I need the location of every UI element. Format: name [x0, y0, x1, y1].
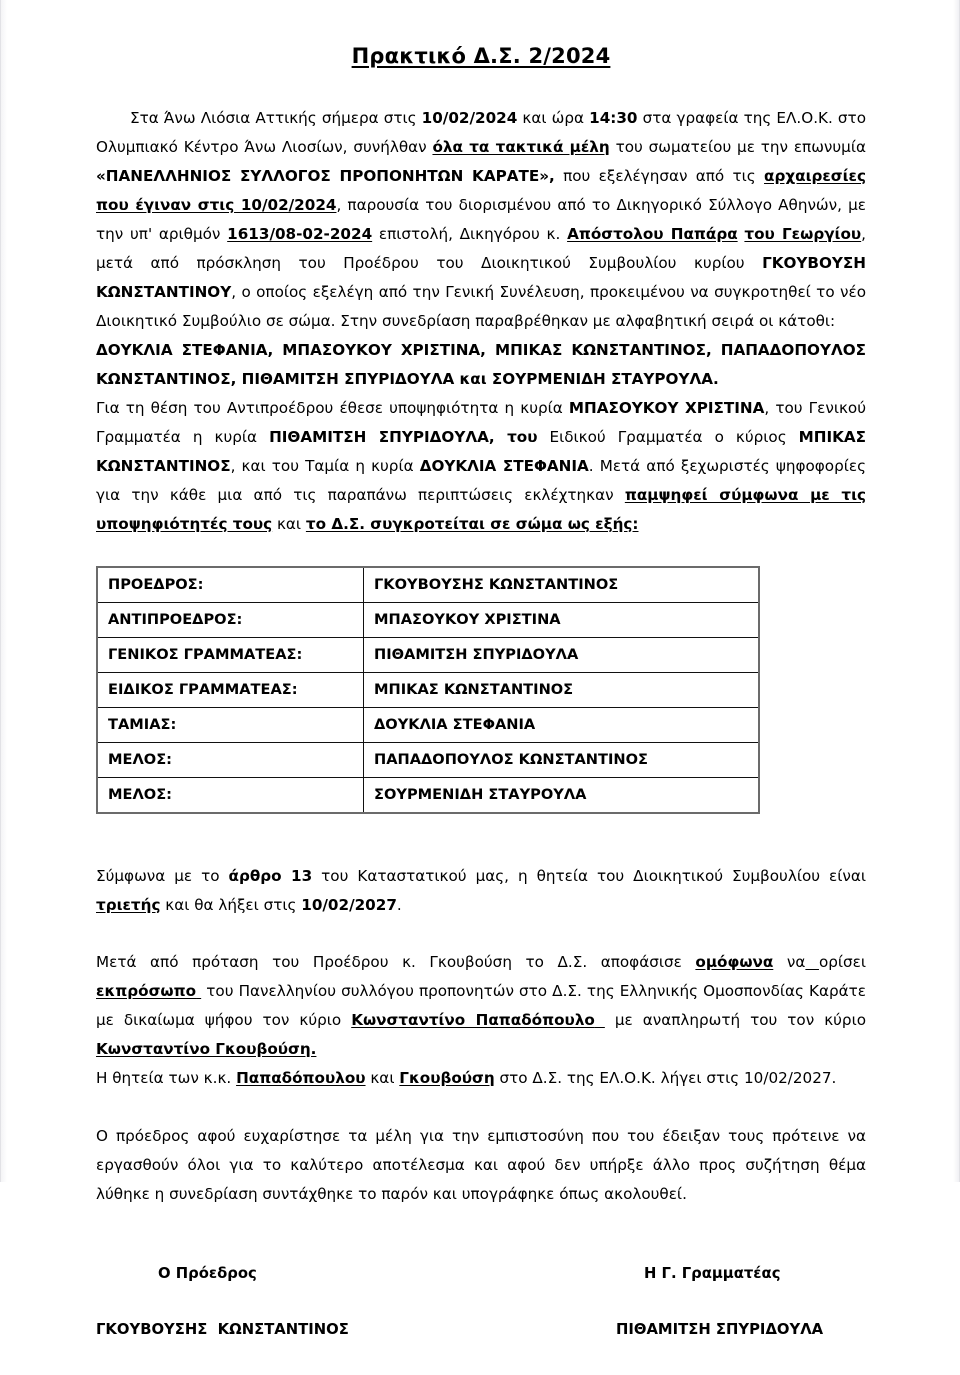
text-segment: ορίσει	[818, 953, 867, 971]
table-row	[97, 603, 759, 638]
text-segment: να	[773, 953, 806, 971]
text-segment: και ώρα	[517, 109, 590, 127]
rep-surname-2: Γκουβούση	[399, 1069, 495, 1087]
treasurer-candidate: ΔΟΥΚΛΙΑ ΣΤΕΦΑΝΙΑ	[419, 457, 589, 475]
closing-section	[96, 1122, 866, 1209]
space-underline	[595, 1011, 605, 1029]
signature-name: ΓΚΟΥΒΟΥΣΗΣ ΚΩΝΣΤΑΝΤΙΝΟΣ	[96, 1321, 349, 1338]
text-segment: , και του Ταμία η κυρία	[230, 457, 420, 475]
text-segment: , παρουσία του διορισμένου από το Δικηγορικό Σύλλογο Αθηνών, με την υπ' αριθμόν	[96, 196, 866, 243]
attendees-line-1: ΔΟΥΚΛΙΑ ΣΤΕΦΑΝΙΑ, ΜΠΑΣΟΥΚΟΥ ΧΡΙΣΤΙΝΑ, ΜΠΙΚΑΣ ΚΩΝΣΤΑΝΤΙΝΟΣ, ΠΑΠΑΔΟΠΟΥΛΟΣ	[96, 341, 866, 359]
table-row	[97, 567, 759, 603]
board-composition-table	[96, 566, 760, 814]
board-formation-emphasis: το Δ.Σ. συγκροτείται σε σώμα ως εξής:	[305, 515, 639, 533]
signature-role-label: Η Γ. Γραμματέας	[644, 1265, 781, 1282]
text-segment: , ο οποίος εξελέγη από την Γενική Συνέλευση, προκειμένου να συγκροτηθεί το νέο Διοικητικό Συμβούλιο σε σώμα. Στην συνεδρίαση παραβρέθηκαν με αλφαβητική σειρά οι κάτοθι:	[96, 283, 866, 330]
representative-section	[96, 948, 866, 1064]
text-segment: , μετά από πρόσκληση του Προέδρου του Διοικητικού Συμβουλίου κυρίου	[96, 225, 866, 272]
term-end-date: 10/02/2027	[301, 896, 397, 914]
text-segment: και θα λήξει στις	[160, 896, 302, 914]
text-segment: Σύμφωνα με το	[96, 867, 229, 885]
unanimously-emphasis: ομόφωνα	[695, 953, 774, 971]
table-row	[97, 638, 759, 673]
organization-name: «ΠΑΝΕΛΛΗΝΙΟΣ ΣΥΛΛΟΓΟΣ ΠΡΟΠΟΝΗΤΩΝ ΚΑΡΑΤΕ»,	[96, 167, 555, 185]
text-segment: Η θητεία των κ.κ.	[96, 1069, 237, 1087]
name-cell: ΠΑΠΑΔΟΠΟΥΛΟΣ ΚΩΝΣΤΑΝΤΙΝΟΣ	[364, 743, 760, 778]
text-segment: επιστολή, Δικηγόρου κ.	[372, 225, 568, 243]
text-segment: Στα Άνω Λιόσια Αττικής σήμερα στις	[130, 109, 422, 127]
paragraph-representative	[96, 948, 866, 1064]
general-secretary-candidate: ΠΙΘΑΜΙΤΣΗ ΣΠΥΡΙΔΟΥΛΑ, του	[269, 428, 538, 446]
text-segment: Για τη θέση του Αντιπροέδρου έθεσε υποψηφιότητα η κυρία	[96, 399, 569, 417]
text-segment: του Καταστατικού μας, η θητεία του Διοικητικού Συμβουλίου είναι	[312, 867, 867, 885]
text-segment: . Μετά από ξεχωριστές ψηφοφορίες για την κάθε μια από τις παραπάνω περιπτώσεις εκλέχτηκαν	[96, 457, 866, 504]
table-row	[97, 778, 759, 814]
text-segment: .	[396, 896, 402, 914]
text-segment: και	[272, 515, 306, 533]
table-row	[97, 708, 759, 743]
vice-president-candidate: ΜΠΑΣΟΥΚΟΥ ΧΡΙΣΤΙΝΑ	[568, 399, 765, 417]
protocol-number: 1613/08-02-2024	[227, 225, 373, 243]
name-cell: ΜΠΑΣΟΥΚΟΥ ΧΡΙΣΤΙΝΑ	[364, 603, 760, 638]
name-cell: ΣΟΥΡΜΕΝΙΔΗ ΣΤΑΥΡΟΥΛΑ	[364, 778, 760, 814]
unanimous-election-emphasis: παμψηφεί σύμφωνα με τις υποψηφιότητές τους	[96, 486, 866, 533]
lawyer-patronymic: του Γεωργίου	[744, 225, 862, 243]
text-segment: και	[365, 1069, 400, 1087]
page-title: Πρακτικό Δ.Σ. 2/2024	[351, 44, 611, 68]
table-row	[97, 743, 759, 778]
meeting-date: 10/02/2024	[421, 109, 518, 127]
term-length: τριετής	[96, 896, 161, 914]
text-segment: που εξελέγησαν από τις	[554, 167, 765, 185]
lawyer-name: Απόστολου Παπάρα	[567, 225, 738, 243]
document-content	[96, 0, 866, 1375]
paragraph-representative-term	[96, 1064, 866, 1093]
paragraph-opening	[96, 104, 866, 336]
elections-reference: αρχαιρεσίες που έγιναν στις 10/02/2024	[96, 167, 867, 214]
representative-emphasis: εκπρόσωπο	[96, 982, 197, 1000]
text-segment: του σωματείου με την επωνυμία	[609, 138, 866, 156]
text-segment: στα γραφεία της ΕΛ.Ο.Κ. στο Ολυμπιακό Κέντρο Άνω Λιοσίων, συνήλθαν	[96, 109, 866, 156]
name-cell: ΓΚΟΥΒΟΥΣΗΣ ΚΩΝΣΤΑΝΤΙΝΟΣ	[364, 567, 760, 603]
role-cell: ΤΑΜΙΑΣ:	[97, 708, 364, 743]
board-composition-section	[96, 566, 866, 814]
name-cell: ΔΟΥΚΛΙΑ ΣΤΕΦΑΝΙΑ	[364, 708, 760, 743]
signature-role-label: Ο Πρόεδρος	[158, 1265, 257, 1282]
signature-block	[96, 1265, 866, 1375]
all-members-emphasis: όλα τα τακτικά μέλη	[432, 138, 610, 156]
opening-section	[96, 104, 866, 539]
role-cell: ΑΝΤΙΠΡΟΕΔΡΟΣ:	[97, 603, 364, 638]
role-cell: ΠΡΟΕΔΡΟΣ:	[97, 567, 364, 603]
text-segment: στο Δ.Σ. της ΕΛ.Ο.Κ. λήγει στις 10/02/2027.	[494, 1069, 837, 1087]
representative-name: Κωνσταντίνο Παπαδόπουλο	[351, 1011, 595, 1029]
paragraph-closing: Ο πρόεδρος αφού ευχαρίστησε τα μέλη για την εμπιστοσύνη που του έδειξαν τους πρότεινε να εργασθούν όλοι για το καλύτερο αποτέλεσμα και αφού δεν υπήρξε άλλο προς συζήτηση θέμα λύθηκε η συνεδρίαση συντάχθηκε το παρόν και υπογράφηκε όπως ακολουθεί.	[96, 1127, 866, 1203]
rep-surname-1: Παπαδόπουλου	[236, 1069, 366, 1087]
meeting-time: 14:30	[589, 109, 638, 127]
paragraph-term	[96, 862, 866, 920]
space-underline	[805, 953, 819, 971]
president-name-genitive: ΓΚΟΥΒΟΥΣΗ ΚΩΝΣΤΑΝΤΙΝΟΥ	[96, 254, 866, 301]
text-segment: , του Γενικού Γραμματέα η κυρία	[96, 399, 867, 446]
text-segment: του Πανελληνίου συλλόγου προπονητών στο Δ.Σ. της Ελληνικής Ομοσπονδίας Καράτε με δικαίωμα ψήφου τον κύριο	[96, 982, 867, 1029]
signature-general-secretary	[616, 1265, 823, 1338]
special-secretary-candidate: ΜΠΙΚΑΣ ΚΩΝΣΤΑΝΤΙΝΟΣ	[96, 428, 867, 475]
role-cell: ΕΙΔΙΚΟΣ ΓΡΑΜΜΑΤΕΑΣ:	[97, 673, 364, 708]
text-segment: Μετά από πρόταση του Προέδρου κ. Γκουβούση το Δ.Σ. αποφάσισε	[96, 953, 696, 971]
text-segment: Ειδικού Γραμματέα ο κύριος	[537, 428, 799, 446]
text-segment: με αναπληρωτή του τον κύριο	[604, 1011, 867, 1029]
board-table-body	[97, 567, 759, 813]
role-cell: ΜΕΛΟΣ:	[97, 778, 364, 814]
paragraph-candidacies	[96, 394, 866, 539]
article-reference: άρθρο 13	[228, 867, 313, 885]
term-of-office-section	[96, 862, 866, 920]
role-cell: ΜΕΛΟΣ:	[97, 743, 364, 778]
name-cell: ΠΙΘΑΜΙΤΣΗ ΣΠΥΡΙΔΟΥΛΑ	[364, 638, 760, 673]
table-row	[97, 673, 759, 708]
role-cell: ΓΕΝΙΚΟΣ ΓΡΑΜΜΑΤΕΑΣ:	[97, 638, 364, 673]
deputy-representative-name: Κωνσταντίνο Γκουβούση.	[96, 1040, 317, 1058]
name-cell: ΜΠΙΚΑΣ ΚΩΝΣΤΑΝΤΙΝΟΣ	[364, 673, 760, 708]
representative-term-section	[96, 1064, 866, 1093]
signature-president	[96, 1265, 349, 1338]
signature-name: ΠΙΘΑΜΙΤΣΗ ΣΠΥΡΙΔΟΥΛΑ	[616, 1321, 824, 1338]
attendees-line-2: ΚΩΝΣΤΑΝΤΙΝΟΣ, ΠΙΘΑΜΙΤΣΗ ΣΠΥΡΙΔΟΥΛΑ και ΣΟΥΡΜΕΝΙΔΗ ΣΤΑΥΡΟΥΛΑ.	[96, 370, 719, 388]
